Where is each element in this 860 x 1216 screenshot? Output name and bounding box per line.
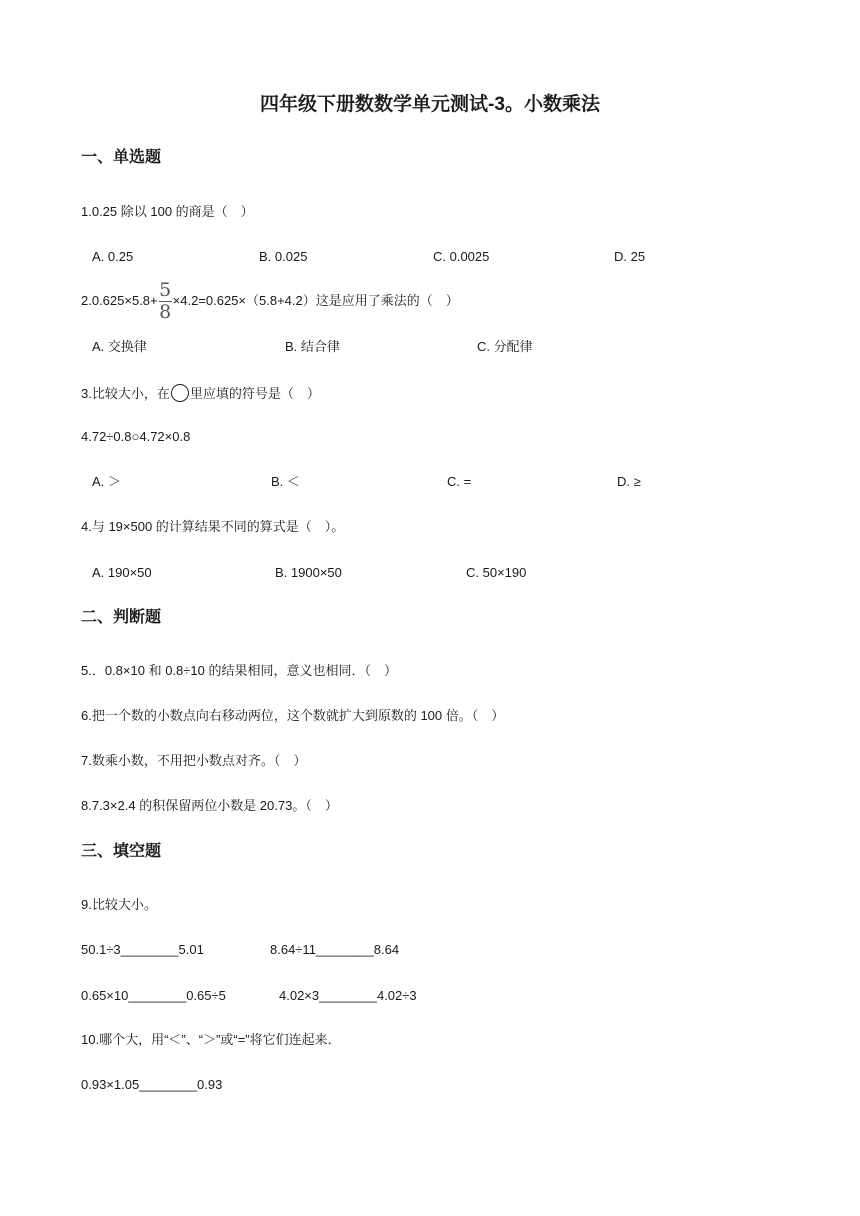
section-heading-single-choice: 一、单选题 <box>81 149 162 166</box>
blank-circle-icon <box>171 384 189 402</box>
question-5-stem: 5.．0.8×10 和 0.8÷10 的结果相同，意义也相同．（ ） <box>81 663 397 678</box>
q2-option-a: A. 交换律 <box>92 339 147 354</box>
q1-option-b: B. 0.025 <box>259 249 308 264</box>
question-1-stem: 1.0.25 除以 100 的商是（ ） <box>81 204 254 219</box>
section-heading-true-false: 二、判断题 <box>81 609 162 626</box>
q3-option-a: A. ＞ <box>92 474 121 489</box>
question-2-stem <box>81 278 459 324</box>
question-10-stem: 10.哪个大，用“＜”、“＞”或“=”将它们连起来． <box>81 1032 341 1047</box>
q2-option-b: B. 结合律 <box>285 339 340 354</box>
q9-blank-4: 4.02×3________4.02÷3 <box>279 988 417 1003</box>
q10-expression: 0.93×1.05________0.93 <box>81 1077 223 1092</box>
q3-option-b: B. ＜ <box>271 474 300 489</box>
q1-option-d: D. 25 <box>614 249 646 264</box>
q4-option-b: B. 1900×50 <box>275 565 342 580</box>
fraction-numerator: 5 <box>159 279 172 302</box>
question-8-stem: 8.7.3×2.4 的积保留两位小数是 20.73。（ ） <box>81 798 338 813</box>
question-3-stem <box>81 384 320 402</box>
q2-stem-post: ×4.2=0.625×（5.8+4.2）这是应用了乘法的（ ） <box>172 293 459 308</box>
q3-expression: 4.72÷0.8○4.72×0.8 <box>81 429 191 444</box>
q2-option-c: C. 分配律 <box>477 339 533 354</box>
q3-stem-pre: 3.比较大小，在 <box>81 386 170 401</box>
fraction-denominator: 8 <box>159 301 172 324</box>
q4-option-c: C. 50×190 <box>466 565 527 580</box>
q3-option-d: D. ≥ <box>617 474 641 489</box>
q3-option-c: C. = <box>447 474 472 489</box>
question-9-stem: 9.比较大小。 <box>81 897 157 912</box>
q9-blank-1: 50.1÷3________5.01 <box>81 942 204 957</box>
q3-stem-post: 里应填的符号是（ ） <box>189 386 320 401</box>
q2-stem-pre: 2.0.625×5.8+ <box>81 293 158 308</box>
q1-option-a: A. 0.25 <box>92 249 134 264</box>
q1-option-c: C. 0.0025 <box>433 249 490 264</box>
section-heading-fill-blank: 三、填空题 <box>81 843 162 860</box>
q9-blank-2: 8.64÷11________8.64 <box>270 942 400 957</box>
q9-blank-3: 0.65×10________0.65÷5 <box>81 988 226 1003</box>
question-7-stem: 7.数乘小数，不用把小数点对齐。（ ） <box>81 753 307 768</box>
q4-option-a: A. 190×50 <box>92 565 152 580</box>
page-title: 四年级下册数数学单元测试-3。小数乘法 <box>260 94 600 115</box>
fraction-five-eighths <box>159 281 172 322</box>
question-4-stem: 4.与 19×500 的计算结果不同的算式是（ ）。 <box>81 519 345 534</box>
question-6-stem: 6.把一个数的小数点向右移动两位，这个数就扩大到原数的 100 倍。（ ） <box>81 708 505 723</box>
